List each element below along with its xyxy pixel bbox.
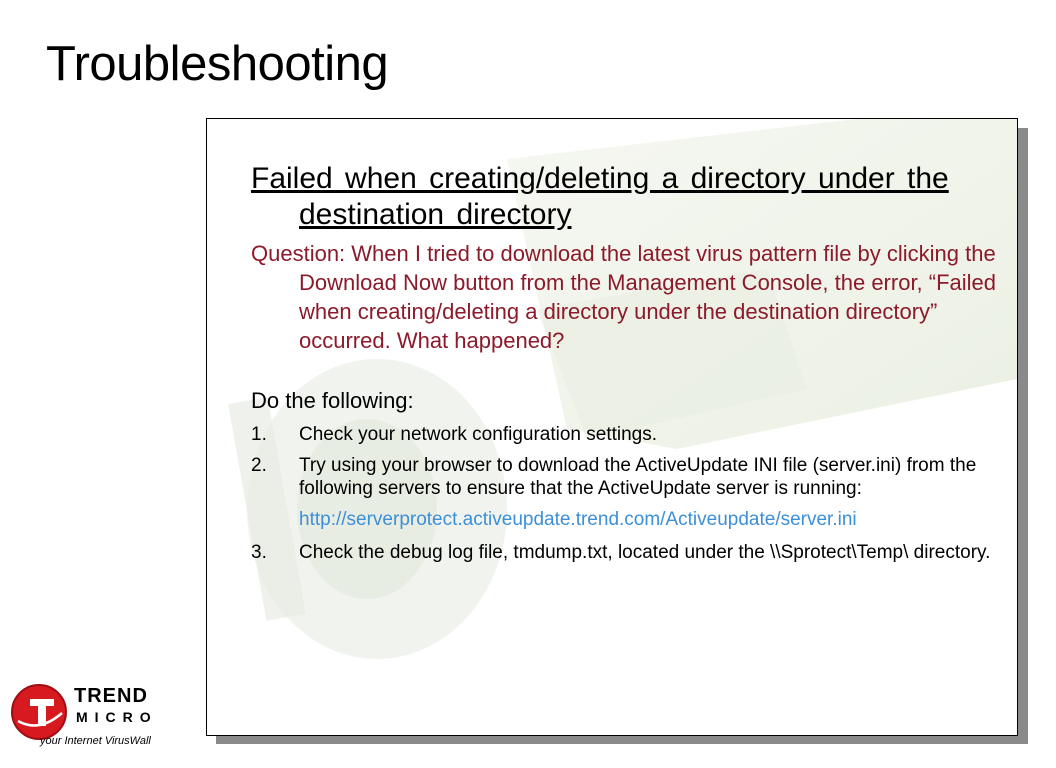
step-number: 3. bbox=[251, 542, 267, 563]
step-item bbox=[251, 423, 1011, 446]
step-text: Check the debug log file, tmdump.txt, located under the \\Sprotect\Temp\ directory. bbox=[299, 542, 991, 563]
step-text: Try using your browser to download the ActiveUpdate INI file (server.ini) from the following servers to ensure that the ActiveUpdate server is running: bbox=[299, 455, 977, 499]
step-item bbox=[251, 454, 1011, 500]
step-number: 1. bbox=[251, 424, 267, 445]
logo-word-micro: MICRO bbox=[76, 709, 158, 725]
content-panel bbox=[206, 118, 1018, 736]
step-number: 2. bbox=[251, 455, 267, 476]
step-text: Check your network configuration settings. bbox=[299, 424, 658, 445]
trend-micro-logo bbox=[10, 683, 160, 755]
do-following-label: Do the following: bbox=[251, 388, 414, 413]
logo-word-trend: TREND bbox=[74, 685, 148, 707]
question-text: Question: When I tried to download the latest virus pattern file by clicking the Download Now button from the Management Console, the error, “Failed when creating/deleting a directory under the destination directory” occurred. What happened? bbox=[251, 241, 997, 353]
slide-title: Troubleshooting bbox=[46, 37, 389, 91]
steps-list bbox=[251, 423, 1011, 564]
panel-heading: Failed when creating/deleting a directory under the destination directory bbox=[251, 162, 949, 231]
trend-micro-emblem-icon bbox=[10, 683, 68, 741]
server-ini-link[interactable]: http://serverprotect.activeupdate.trend.com/Activeupdate/server.ini bbox=[299, 509, 857, 530]
logo-tagline: your Internet VirusWall bbox=[40, 735, 151, 747]
step-item bbox=[251, 541, 1011, 564]
